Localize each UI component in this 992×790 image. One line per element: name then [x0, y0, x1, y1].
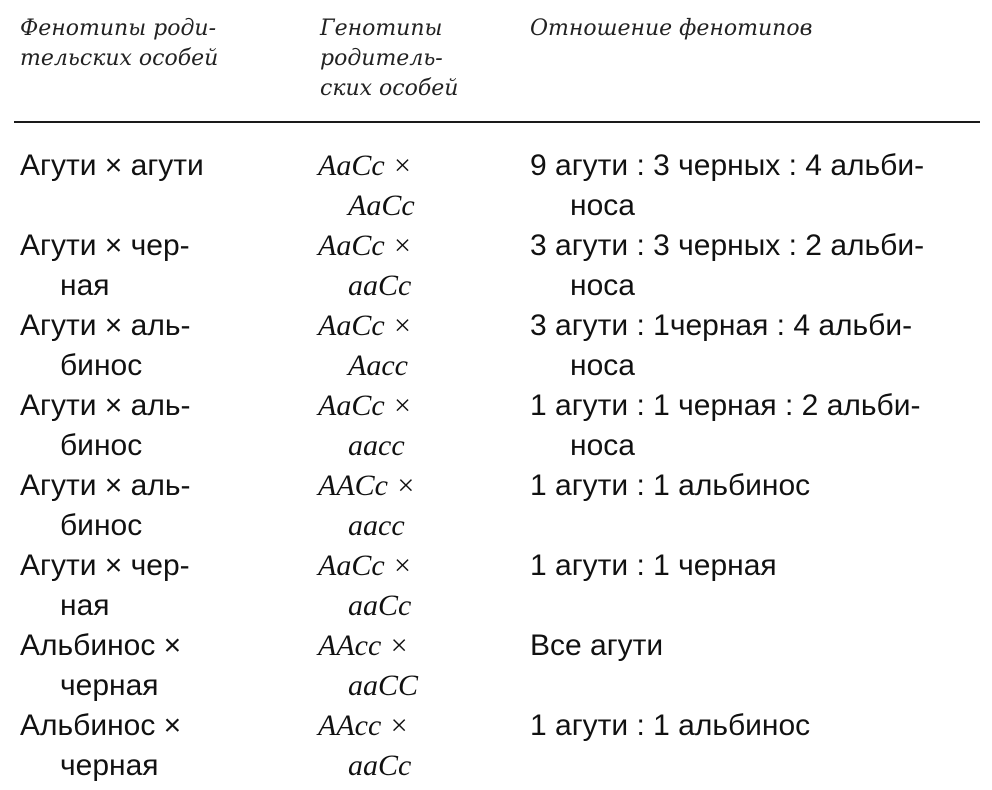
- header-rule: [14, 121, 980, 123]
- header-phenotypes: Фенотипы роди- тельских особей: [20, 16, 219, 71]
- table-row: [0, 226, 992, 306]
- phenotype-cell: Альбинос × черная: [20, 629, 182, 702]
- ratio-cell: 1 агути : 1 черная : 2 альби- носа: [530, 389, 921, 462]
- ratio-cell: 1 агути : 1 черная: [530, 549, 777, 582]
- table-row: [0, 626, 992, 706]
- genotype-cell: AaCc × Aacc: [318, 309, 413, 382]
- ratio-cell: 3 агути : 3 черных : 2 альби- носа: [530, 229, 925, 302]
- phenotype-cell: Агути × аль- бинос: [20, 309, 191, 382]
- ratio-cell: 3 агути : 1черная : 4 альби- носа: [530, 309, 913, 382]
- phenotype-cell: Агути × чер- ная: [20, 549, 190, 622]
- genotype-cell: AaCc × aacc: [318, 389, 413, 462]
- ratio-cell: 9 агути : 3 черных : 4 альби- носа: [530, 149, 925, 222]
- phenotype-cell: Агути × аль- бинос: [20, 469, 191, 542]
- table-row: [0, 386, 992, 466]
- genotype-cell: AAcc × aaCc: [318, 709, 412, 782]
- table-row: [0, 306, 992, 386]
- header-genotypes: Генотипы родитель- ских особей: [320, 16, 459, 101]
- header-ratio: Отношение фенотипов: [530, 16, 813, 41]
- phenotype-cell: Агути × чер- ная: [20, 229, 190, 302]
- phenotype-cell: Агути × агути: [20, 149, 204, 182]
- ratio-cell: Все агути: [530, 629, 664, 662]
- genotype-cell: AACc × aacc: [318, 469, 416, 542]
- genotype-cell: AaCc × aaCc: [318, 229, 413, 302]
- ratio-cell: 1 агути : 1 альбинос: [530, 469, 811, 502]
- table-row: [0, 466, 992, 546]
- phenotype-cell: Агути × аль- бинос: [20, 389, 191, 462]
- genotype-cell: AaCc × AaCc: [318, 149, 415, 222]
- genotype-cell: AaCc × aaCc: [318, 549, 413, 622]
- genotype-cell: AAcc × aaCC: [318, 629, 419, 702]
- table-row: [0, 706, 992, 786]
- phenotype-cell: Альбинос × черная: [20, 709, 182, 782]
- table-row: [0, 546, 992, 626]
- table-row: [0, 146, 992, 226]
- ratio-cell: 1 агути : 1 альбинос: [530, 709, 811, 742]
